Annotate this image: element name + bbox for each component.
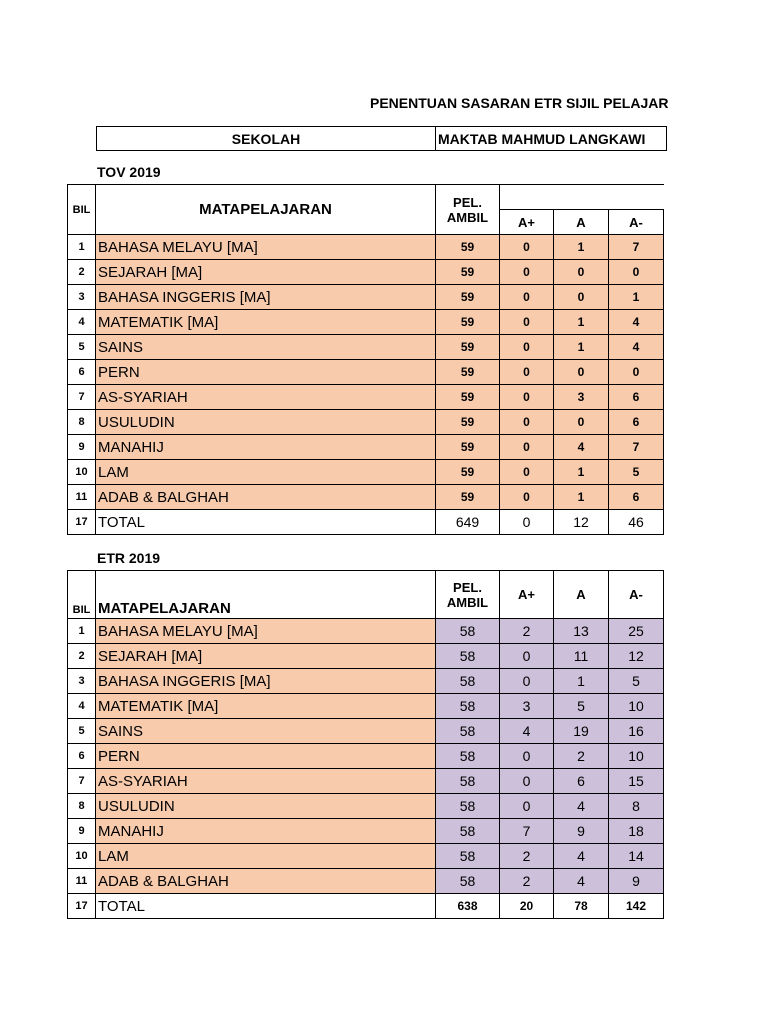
row-subject: BAHASA MELAYU [MA] bbox=[96, 619, 436, 644]
school-name: MAKTAB MAHMUD LANGKAWI bbox=[436, 127, 667, 151]
etr-table bbox=[67, 570, 664, 919]
row-a: 19 bbox=[554, 719, 609, 744]
tov-section-label: TOV 2019 bbox=[97, 164, 161, 180]
tov-header-a-plus: A+ bbox=[500, 210, 554, 235]
row-a-plus: 0 bbox=[500, 335, 554, 360]
table-row bbox=[68, 794, 664, 819]
row-subject: BAHASA INGGERIS [MA] bbox=[96, 669, 436, 694]
row-a-plus: 2 bbox=[500, 844, 554, 869]
row-subject: AS-SYARIAH bbox=[96, 769, 436, 794]
row-a-minus: 18 bbox=[609, 819, 664, 844]
total-label: TOTAL bbox=[96, 510, 436, 535]
etr-header-pel: PEL. bbox=[453, 579, 482, 595]
row-a-minus: 0 bbox=[609, 260, 664, 285]
row-a-plus: 0 bbox=[500, 410, 554, 435]
tov-header-bil: BIL bbox=[68, 185, 96, 235]
row-a: 4 bbox=[554, 869, 609, 894]
table-row bbox=[68, 360, 664, 385]
row-subject: SEJARAH [MA] bbox=[96, 260, 436, 285]
row-ambil: 58 bbox=[436, 794, 500, 819]
row-a-plus: 0 bbox=[500, 769, 554, 794]
row-subject: ADAB & BALGHAH bbox=[96, 485, 436, 510]
etr-header-subject: MATAPELAJARAN bbox=[96, 571, 436, 619]
row-bil: 2 bbox=[68, 644, 96, 669]
row-a-minus: 6 bbox=[609, 410, 664, 435]
tov-table bbox=[67, 184, 664, 535]
total-ambil: 649 bbox=[436, 510, 500, 535]
row-bil: 3 bbox=[68, 669, 96, 694]
total-a: 12 bbox=[554, 510, 609, 535]
row-a-plus: 0 bbox=[500, 310, 554, 335]
etr-header-pel-ambil bbox=[436, 571, 500, 619]
table-row bbox=[68, 844, 664, 869]
row-a: 1 bbox=[554, 335, 609, 360]
tov-header-a: A bbox=[554, 210, 609, 235]
row-a-minus: 16 bbox=[609, 719, 664, 744]
row-a-plus: 0 bbox=[500, 644, 554, 669]
row-a: 4 bbox=[554, 794, 609, 819]
table-row bbox=[68, 435, 664, 460]
tov-header-ambil: AMBIL bbox=[446, 209, 489, 225]
row-subject: MATEMATIK [MA] bbox=[96, 310, 436, 335]
row-ambil: 59 bbox=[436, 310, 500, 335]
row-a: 0 bbox=[554, 410, 609, 435]
total-a-plus: 20 bbox=[500, 894, 554, 919]
row-a: 0 bbox=[554, 285, 609, 310]
total-row bbox=[68, 894, 664, 919]
row-a-plus: 0 bbox=[500, 385, 554, 410]
total-a-plus: 0 bbox=[500, 510, 554, 535]
row-subject: USULUDIN bbox=[96, 794, 436, 819]
total-bil: 17 bbox=[68, 510, 96, 535]
page-title: PENENTUAN SASARAN ETR SIJIL PELAJAR bbox=[370, 95, 669, 111]
row-a-plus: 2 bbox=[500, 869, 554, 894]
table-row bbox=[68, 460, 664, 485]
row-ambil: 59 bbox=[436, 485, 500, 510]
row-a-minus: 0 bbox=[609, 360, 664, 385]
row-a-minus: 14 bbox=[609, 844, 664, 869]
total-a-minus: 46 bbox=[609, 510, 664, 535]
row-ambil: 59 bbox=[436, 460, 500, 485]
table-row bbox=[68, 869, 664, 894]
row-a-minus: 25 bbox=[609, 619, 664, 644]
row-ambil: 58 bbox=[436, 819, 500, 844]
total-a: 78 bbox=[554, 894, 609, 919]
total-bil: 17 bbox=[68, 894, 96, 919]
table-row bbox=[68, 669, 664, 694]
etr-header-a-plus: A+ bbox=[500, 571, 554, 619]
row-ambil: 58 bbox=[436, 769, 500, 794]
school-info-table bbox=[96, 126, 667, 151]
table-row bbox=[68, 619, 664, 644]
row-subject: AS-SYARIAH bbox=[96, 385, 436, 410]
row-bil: 7 bbox=[68, 385, 96, 410]
row-bil: 11 bbox=[68, 869, 96, 894]
row-a-minus: 1 bbox=[609, 285, 664, 310]
row-a-minus: 9 bbox=[609, 869, 664, 894]
row-subject: SEJARAH [MA] bbox=[96, 644, 436, 669]
tov-header-row-1 bbox=[68, 185, 664, 210]
row-a-minus: 10 bbox=[609, 744, 664, 769]
total-ambil: 638 bbox=[436, 894, 500, 919]
etr-header-ambil: AMBIL bbox=[446, 594, 489, 610]
row-bil: 6 bbox=[68, 360, 96, 385]
table-row bbox=[68, 285, 664, 310]
table-row bbox=[68, 385, 664, 410]
tov-header-pel-ambil bbox=[436, 185, 500, 235]
row-ambil: 59 bbox=[436, 385, 500, 410]
row-a: 1 bbox=[554, 235, 609, 260]
row-bil: 4 bbox=[68, 310, 96, 335]
total-row bbox=[68, 510, 664, 535]
table-row bbox=[68, 310, 664, 335]
row-bil: 5 bbox=[68, 719, 96, 744]
row-a-minus: 12 bbox=[609, 644, 664, 669]
tov-header-a-minus: A- bbox=[609, 210, 664, 235]
row-bil: 2 bbox=[68, 260, 96, 285]
row-a: 9 bbox=[554, 819, 609, 844]
row-bil: 5 bbox=[68, 335, 96, 360]
row-ambil: 58 bbox=[436, 719, 500, 744]
row-a-plus: 0 bbox=[500, 235, 554, 260]
row-a-plus: 4 bbox=[500, 719, 554, 744]
row-a-minus: 6 bbox=[609, 385, 664, 410]
table-row bbox=[68, 235, 664, 260]
row-ambil: 58 bbox=[436, 844, 500, 869]
row-ambil: 59 bbox=[436, 335, 500, 360]
row-a-minus: 5 bbox=[609, 669, 664, 694]
row-subject: SAINS bbox=[96, 335, 436, 360]
row-ambil: 58 bbox=[436, 644, 500, 669]
row-subject: USULUDIN bbox=[96, 410, 436, 435]
row-a-minus: 7 bbox=[609, 235, 664, 260]
row-a: 0 bbox=[554, 260, 609, 285]
row-a: 2 bbox=[554, 744, 609, 769]
row-subject: LAM bbox=[96, 460, 436, 485]
row-bil: 7 bbox=[68, 769, 96, 794]
row-subject: PERN bbox=[96, 360, 436, 385]
row-bil: 9 bbox=[68, 435, 96, 460]
row-bil: 8 bbox=[68, 794, 96, 819]
row-bil: 1 bbox=[68, 235, 96, 260]
row-a-plus: 2 bbox=[500, 619, 554, 644]
table-row bbox=[68, 744, 664, 769]
row-a-plus: 0 bbox=[500, 260, 554, 285]
row-subject: PERN bbox=[96, 744, 436, 769]
table-row bbox=[68, 644, 664, 669]
tov-header-pel: PEL. bbox=[453, 194, 482, 210]
row-ambil: 58 bbox=[436, 619, 500, 644]
row-a: 1 bbox=[554, 485, 609, 510]
tov-header-grade-group bbox=[500, 185, 664, 210]
row-a-minus: 15 bbox=[609, 769, 664, 794]
row-subject: BAHASA MELAYU [MA] bbox=[96, 235, 436, 260]
row-bil: 8 bbox=[68, 410, 96, 435]
row-bil: 9 bbox=[68, 819, 96, 844]
row-bil: 4 bbox=[68, 694, 96, 719]
row-a-plus: 0 bbox=[500, 794, 554, 819]
row-ambil: 59 bbox=[436, 235, 500, 260]
row-bil: 1 bbox=[68, 619, 96, 644]
row-subject: BAHASA INGGERIS [MA] bbox=[96, 285, 436, 310]
row-a: 4 bbox=[554, 844, 609, 869]
row-ambil: 59 bbox=[436, 410, 500, 435]
row-a: 11 bbox=[554, 644, 609, 669]
row-ambil: 58 bbox=[436, 669, 500, 694]
row-subject: MANAHIJ bbox=[96, 435, 436, 460]
row-ambil: 58 bbox=[436, 744, 500, 769]
row-subject: SAINS bbox=[96, 719, 436, 744]
row-ambil: 59 bbox=[436, 285, 500, 310]
school-label: SEKOLAH bbox=[97, 127, 436, 151]
table-row bbox=[68, 335, 664, 360]
table-row bbox=[68, 260, 664, 285]
total-label: TOTAL bbox=[96, 894, 436, 919]
row-a-minus: 4 bbox=[609, 310, 664, 335]
etr-header-row bbox=[68, 571, 664, 619]
row-ambil: 58 bbox=[436, 869, 500, 894]
total-a-minus: 142 bbox=[609, 894, 664, 919]
row-subject: MANAHIJ bbox=[96, 819, 436, 844]
row-a: 4 bbox=[554, 435, 609, 460]
etr-header-bil: BIL bbox=[68, 571, 96, 619]
row-a: 1 bbox=[554, 460, 609, 485]
row-a-plus: 0 bbox=[500, 285, 554, 310]
row-bil: 6 bbox=[68, 744, 96, 769]
row-ambil: 59 bbox=[436, 435, 500, 460]
row-a-minus: 7 bbox=[609, 435, 664, 460]
etr-header-a: A bbox=[554, 571, 609, 619]
table-row bbox=[68, 410, 664, 435]
table-row bbox=[68, 485, 664, 510]
row-bil: 10 bbox=[68, 460, 96, 485]
row-a: 1 bbox=[554, 669, 609, 694]
row-a: 6 bbox=[554, 769, 609, 794]
table-row bbox=[68, 694, 664, 719]
row-a-plus: 0 bbox=[500, 744, 554, 769]
row-a-minus: 6 bbox=[609, 485, 664, 510]
etr-section-label: ETR 2019 bbox=[97, 550, 161, 566]
row-a-minus: 4 bbox=[609, 335, 664, 360]
row-subject: LAM bbox=[96, 844, 436, 869]
table-row bbox=[68, 769, 664, 794]
etr-header-a-minus: A- bbox=[609, 571, 664, 619]
row-ambil: 59 bbox=[436, 360, 500, 385]
row-a: 5 bbox=[554, 694, 609, 719]
table-row bbox=[68, 819, 664, 844]
row-a-minus: 10 bbox=[609, 694, 664, 719]
row-a-plus: 7 bbox=[500, 819, 554, 844]
row-ambil: 59 bbox=[436, 260, 500, 285]
row-a-plus: 0 bbox=[500, 485, 554, 510]
row-a: 3 bbox=[554, 385, 609, 410]
row-bil: 11 bbox=[68, 485, 96, 510]
row-bil: 3 bbox=[68, 285, 96, 310]
row-a: 13 bbox=[554, 619, 609, 644]
table-row bbox=[68, 719, 664, 744]
row-a-plus: 0 bbox=[500, 669, 554, 694]
row-a-plus: 0 bbox=[500, 360, 554, 385]
row-a-minus: 8 bbox=[609, 794, 664, 819]
school-row bbox=[97, 127, 667, 151]
row-a-plus: 0 bbox=[500, 460, 554, 485]
row-a-minus: 5 bbox=[609, 460, 664, 485]
row-a-plus: 3 bbox=[500, 694, 554, 719]
tov-header-subject: MATAPELAJARAN bbox=[96, 185, 436, 235]
row-subject: ADAB & BALGHAH bbox=[96, 869, 436, 894]
row-a: 1 bbox=[554, 310, 609, 335]
row-a: 0 bbox=[554, 360, 609, 385]
row-bil: 10 bbox=[68, 844, 96, 869]
row-a-plus: 0 bbox=[500, 435, 554, 460]
row-subject: MATEMATIK [MA] bbox=[96, 694, 436, 719]
row-ambil: 58 bbox=[436, 694, 500, 719]
